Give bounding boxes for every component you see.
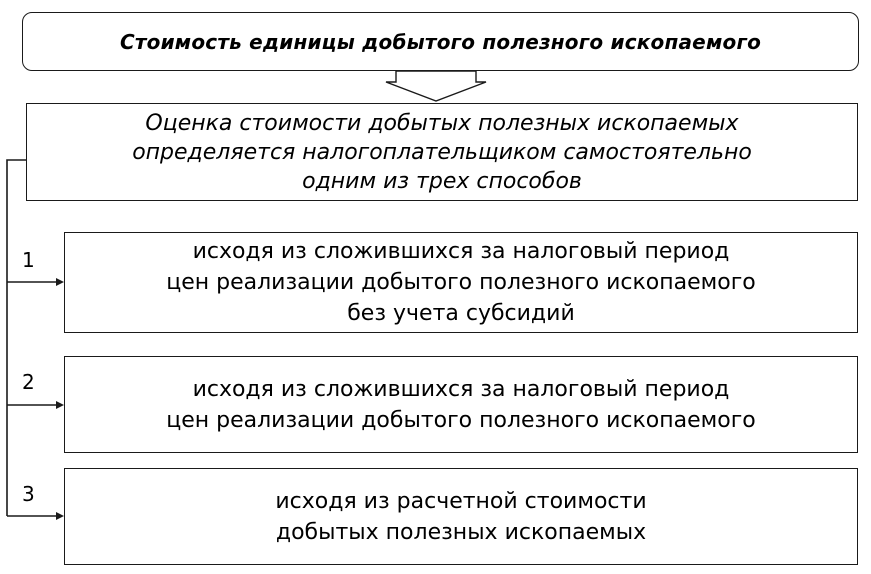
method-box-1 — [64, 232, 858, 333]
method-number-1: 1 — [22, 248, 35, 272]
method-number-3: 3 — [22, 482, 35, 506]
method-text-2: исходя из сложившихся за налоговый период цен реализации добытого полезного ископаемого — [166, 376, 756, 433]
branch-arrowhead-3 — [56, 512, 64, 520]
method-text-1: исходя из сложившихся за налоговый период цен реализации добытого полезного ископаемого без учета субсидий — [166, 239, 756, 326]
branch-arrowhead-2 — [56, 401, 64, 409]
left-bracket-line — [7, 160, 26, 516]
title-box — [22, 12, 859, 71]
down-arrow — [386, 71, 486, 101]
method-number-2: 2 — [22, 370, 35, 394]
method-box-2 — [64, 356, 858, 453]
title-text: Стоимость единицы добытого полезного ископаемого — [119, 29, 762, 54]
branch-arrowhead-1 — [56, 278, 64, 286]
description-box — [26, 103, 858, 201]
method-box-3 — [64, 468, 858, 565]
description-text: Оценка стоимости добытых полезных ископаемых определяется налогоплательщиком самостоятельно одним из трех способов — [132, 110, 752, 194]
method-text-3: исходя из расчетной стоимости добытых полезных ископаемых — [275, 488, 647, 545]
